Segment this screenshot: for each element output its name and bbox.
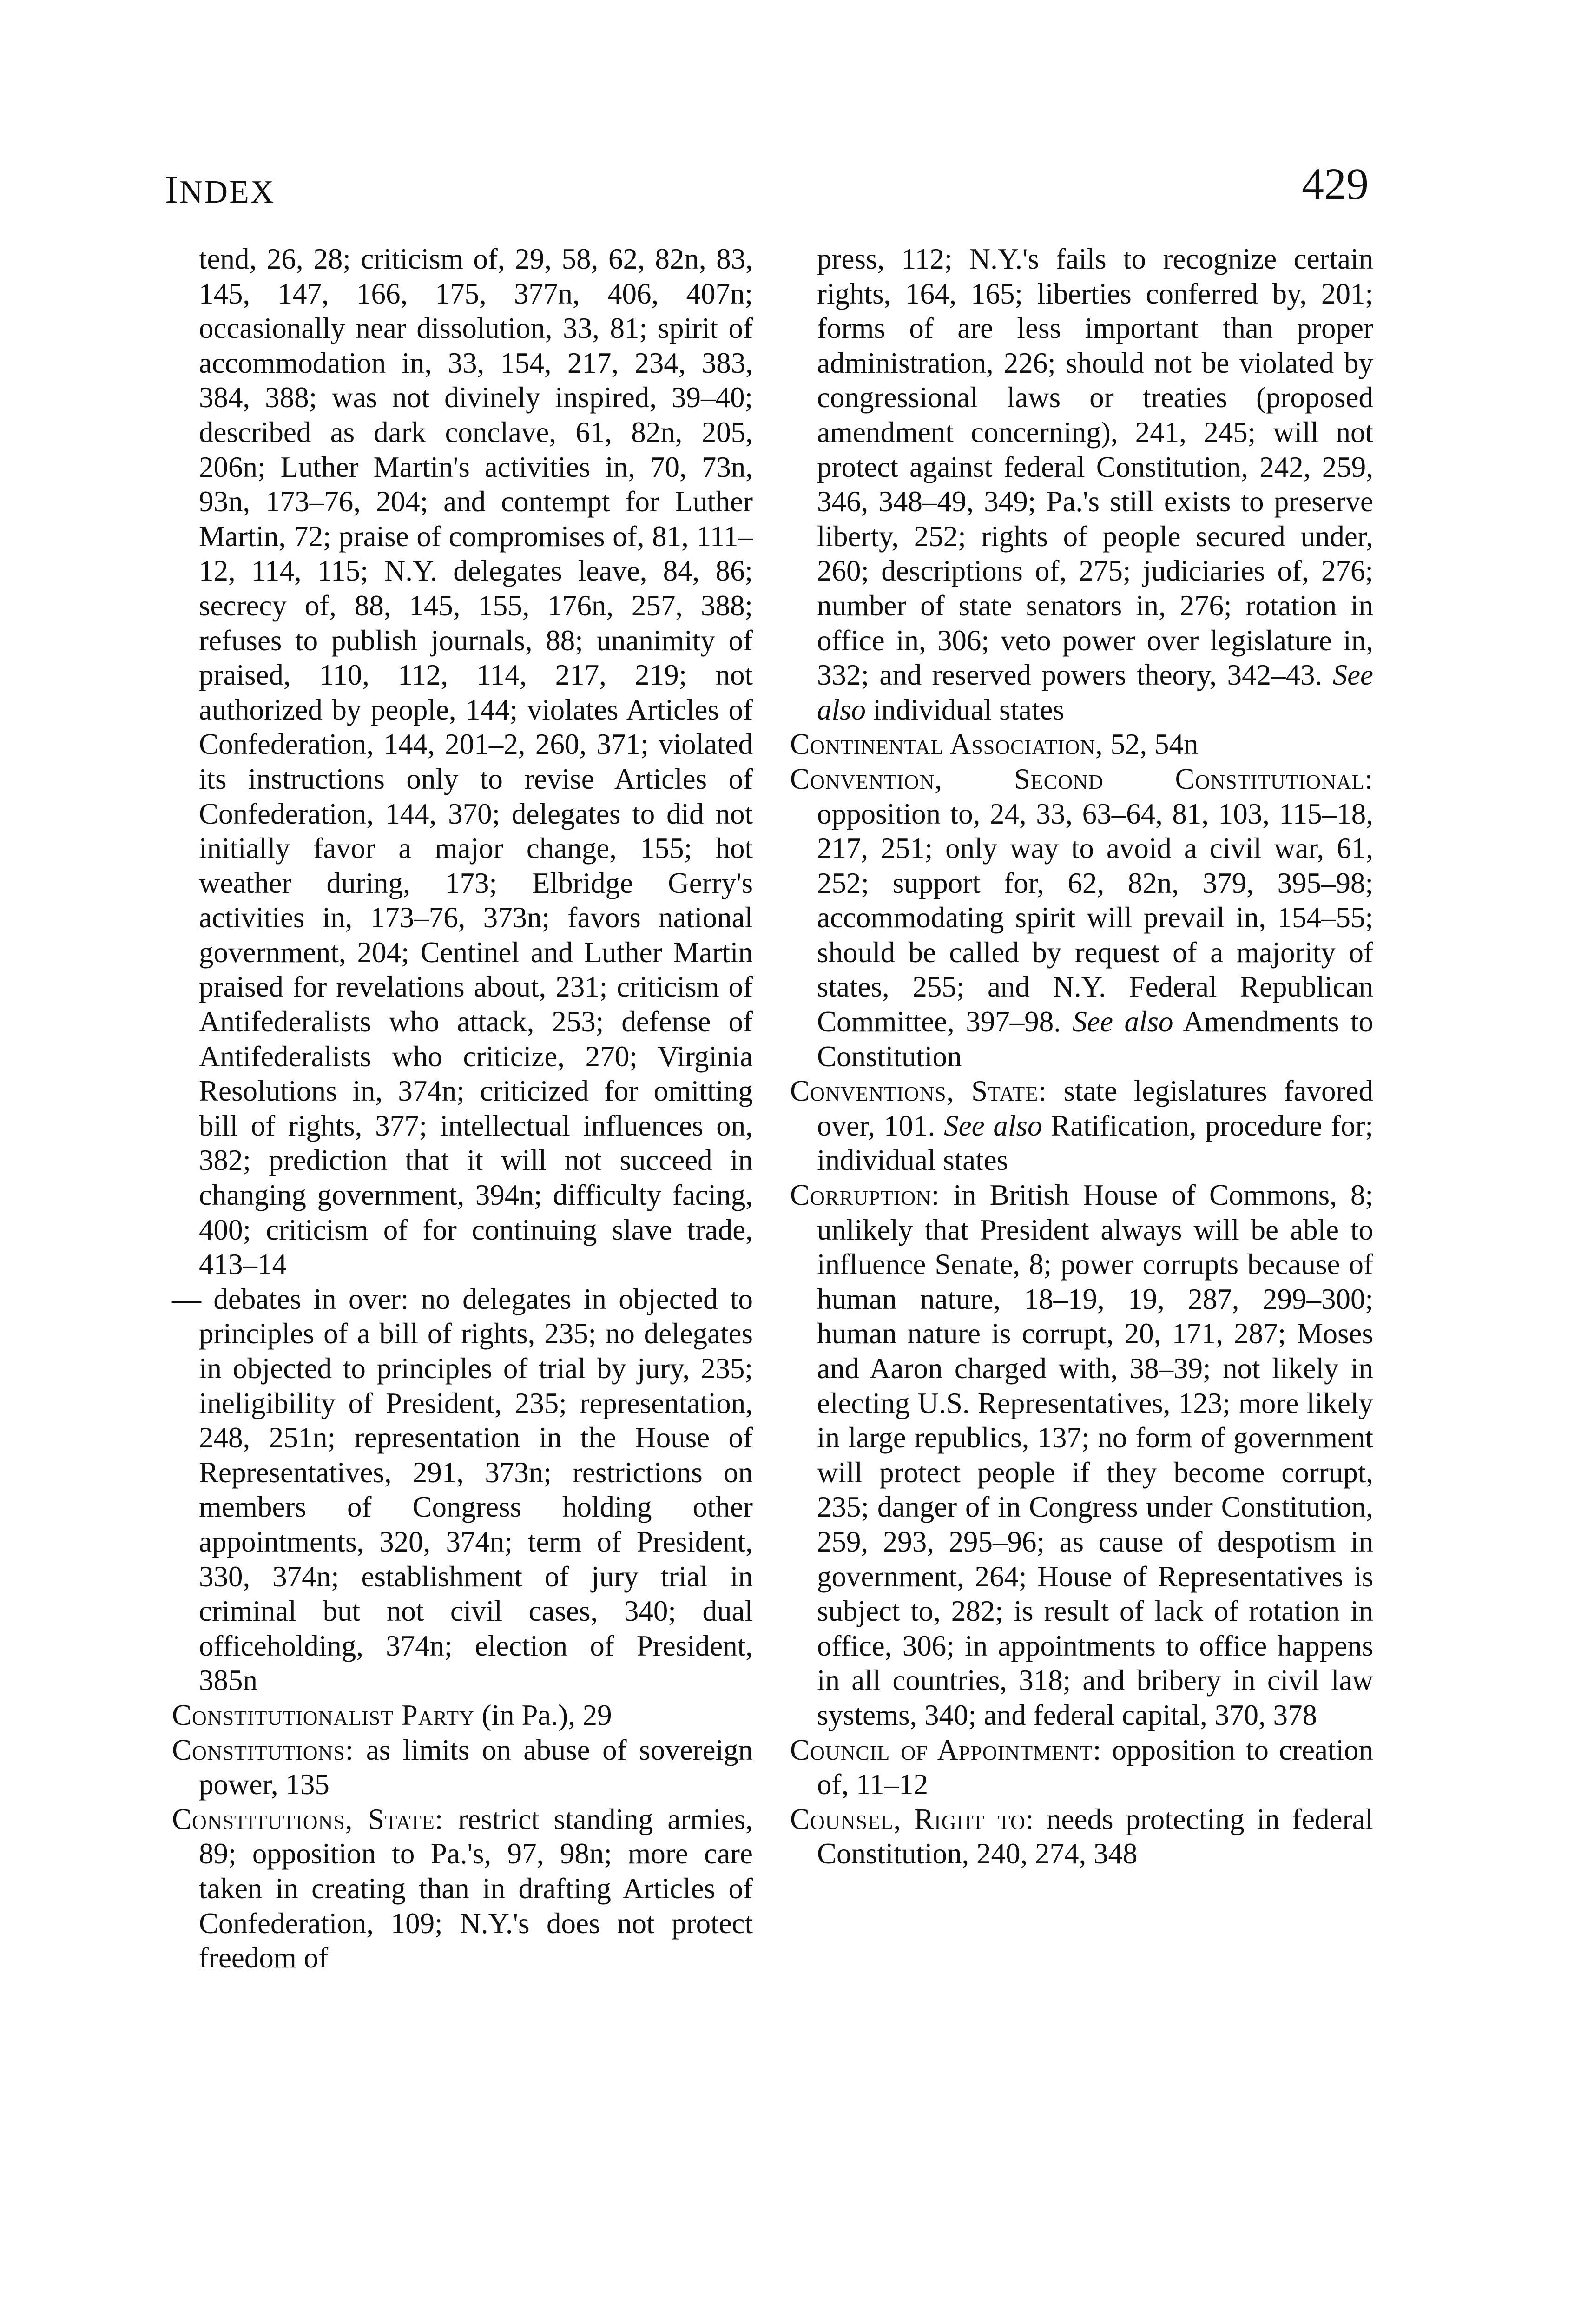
entry-text: opposition to creation of, 11–12 (817, 1733, 1374, 1801)
index-entry (790, 1074, 1373, 1178)
running-head-rest: NDEX (179, 174, 276, 210)
entry-text: press, 112; N.Y.'s fails to recognize certain rights, 164, 165; liberties conferred by, 201; forms of are less important than proper administration, 226; should not be violated by congressional laws or treaties (proposed amendment concerning), 241, 245; will not protect against federal Constitution, 242, 259, 346, 348–49, 349; Pa.'s still exists to preserve liberty, 252; rights of people secured under, 260; descriptions of, 275; judiciaries of, 276; number of state senators in, 276; rotation in office in, 306; veto power over legislature in, 332; and reserved powers theory, 342–43. (817, 243, 1373, 692)
subentry-debates: — debates in over: no delegates in objected to principles of a bill of rights, 235; no delegates in objected to principles of trial by jury, 235; ineligibility of President, 235; representation, 248, 251n; representation in the House of Representatives, 291, 373n; restrictions on members of Congress holding other appointments, 320, 374n; term of President, 330, 374n; establishment of jury trial in criminal but not civil cases, 340; dual officeholding, 374n; election of President, 385n (172, 1282, 753, 1697)
entry-text: state legislatures favored over, 101. (817, 1075, 1373, 1142)
index-entry (172, 1733, 753, 1802)
page-header (165, 158, 1369, 218)
entry-text-tail: Amendments to Constitution (817, 1005, 1373, 1073)
entry-heading: Council of Appointment: (790, 1733, 1102, 1766)
entry-text: needs protecting in federal Constitution, 240, 274, 348 (817, 1802, 1373, 1870)
entry-text-tail: Ratification, procedure for; individual states (817, 1109, 1373, 1177)
index-entry (790, 1733, 1373, 1802)
index-entry (790, 762, 1373, 1074)
index-entry (790, 727, 1373, 762)
entry-text: restrict standing armies, 89; opposition to Pa.'s, 97, 98n; more care taken in creating than in drafting Articles of Confederation, 109; N.Y.'s does not protect freedom of (199, 1802, 753, 1974)
index-entry (172, 1698, 753, 1733)
see-also: See also (944, 1109, 1042, 1142)
entry-continuation (790, 242, 1373, 727)
entry-text: opposition to, 24, 33, 63–64, 81, 103, 115–18, 217, 251; only way to avoid a civil war, 61, 252; support for, 62, 82n, 379, 395–98; accommodating spirit will prevail in, 154–55; should be called by request of a majority of states, 255; and N.Y. Federal Republican Committee, 397–98. (817, 797, 1373, 1038)
entry-heading: Convention, Second Constitutional: (790, 762, 1373, 795)
entry-heading: Corruption: (790, 1179, 940, 1212)
entry-heading: Constitutions: (172, 1733, 354, 1766)
running-head (165, 167, 275, 212)
entry-heading: Counsel, Right to: (790, 1802, 1034, 1835)
running-head-initial: I (165, 168, 179, 211)
entry-heading: Constitutions, State: (172, 1802, 444, 1835)
entry-text-tail: individual states (866, 693, 1064, 726)
index-entry (172, 1802, 753, 1975)
entry-continuation: tend, 26, 28; criticism of, 29, 58, 62, 82n, 83, 145, 147, 166, 175, 377n, 406, 407n; occasionally near dissolution, 33, 81; spirit of accommodation in, 33, 154, 217, 234, 383, 384, 388; was not divinely inspired, 39–40; described as dark conclave, 61, 82n, 205, 206n; Luther Martin's activities in, 70, 73n, 93n, 173–76, 204; and contempt for Luther Martin, 72; praise of compromises of, 81, 111–12, 114, 115; N.Y. delegates leave, 84, 86; secrecy of, 88, 145, 155, 176n, 257, 388; refuses to publish journals, 88; unanimity of praised, 110, 112, 114, 217, 219; not authorized by people, 144; violates Articles of Confederation, 144, 201–2, 260, 371; violated its instructions only to revise Articles of Confederation, 144, 370; delegates to did not initially favor a major change, 155; hot weather during, 173; Elbridge Gerry's activities in, 173–76, 373n; favors national government, 204; Centinel and Luther Martin praised for revelations about, 231; criticism of Antifederalists who attack, 253; defense of Antifederalists who criticize, 270; Virginia Resolutions in, 374n; criticized for omitting bill of rights, 377; intellectual influences on, 382; prediction that it will not succeed in changing government, 394n; difficulty facing, 400; criticism of for continuing slave trade, 413–14 (199, 243, 753, 1281)
right-column (790, 242, 1373, 1871)
entry-heading: Conventions, State: (790, 1075, 1047, 1108)
left-column (172, 242, 753, 1975)
index-entry (790, 1178, 1373, 1733)
entry-text: in British House of Commons, 8; unlikely that President always will be able to influence Senate, 8; power corrupts because of human nature, 18–19, 19, 287, 299–300; human nature is corrupt, 20, 171, 287; Moses and Aaron charged with, 38–39; not likely in electing U.S. Representatives, 123; more likely in large republics, 137; no form of government will protect people if they become corrupt, 235; danger of in Congress under Constitution, 259, 293, 295–96; as cause of despotism in government, 264; House of Representatives is subject to, 282; is result of lack of rotation in office, 306; in appointments to office happens in all countries, 318; and bribery in civil law systems, 340; and federal capital, 370, 378 (817, 1179, 1373, 1731)
page-number: 429 (1302, 159, 1369, 209)
entry-heading: Continental Association, (790, 728, 1103, 761)
see-also: See also (1072, 1005, 1173, 1038)
see-also: See also (817, 659, 1374, 726)
entry-text: (in Pa.), 29 (474, 1698, 612, 1731)
index-entry (790, 1802, 1373, 1871)
entry-text: 52, 54n (1103, 728, 1199, 761)
entry-text: as limits on abuse of sovereign power, 135 (199, 1733, 753, 1801)
entry-heading: Constitutionalist Party (172, 1698, 474, 1731)
